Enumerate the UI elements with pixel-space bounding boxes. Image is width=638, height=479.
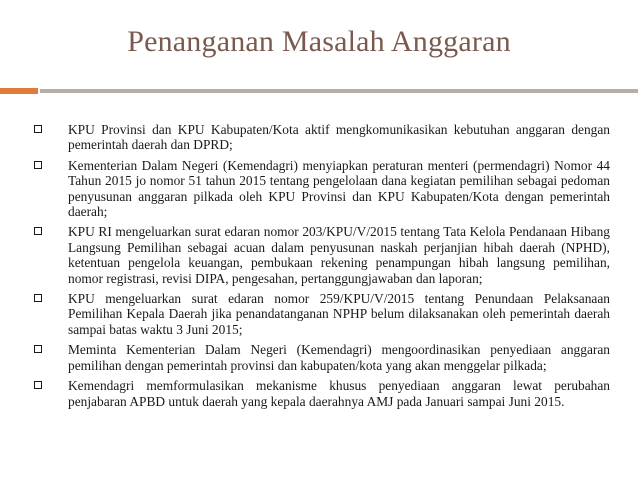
list-item-text: Kementerian Dalam Negeri (Kemendagri) menyiapkan peraturan menteri (permendagri) Nomor 44 Tahun 2015 jo nomor 51 tahun 2015 tentang pengelolaan dana kegiatan pemilihan sebagai pedoman penyusunan anggaran pilkada oleh KPU Provinsi dan KPU Kabupaten/Kota dengan pemerintah daerah;: [68, 157, 610, 220]
title-rule: [40, 89, 638, 93]
list-item: [32, 224, 610, 286]
square-bullet-icon: [34, 161, 42, 169]
slide-title: Penanganan Masalah Anggaran: [127, 25, 511, 58]
list-item: [32, 342, 610, 373]
square-bullet-icon: [34, 294, 42, 302]
list-item-text: KPU mengeluarkan surat edaran nomor 259/KPU/V/2015 tentang Penundaan Pelaksanaan Pemilihan Kepala Daerah jika penandatanganan NPHP belum dilaksanakan oleh pemerintah daerah sampai batas waktu 3 Juni 2015;: [68, 291, 610, 337]
list-item: [32, 291, 610, 337]
square-bullet-icon: [34, 381, 42, 389]
list-item-text: KPU Provinsi dan KPU Kabupaten/Kota aktif mengkomunikasikan kebutuhan anggaran dengan pemerintah daerah dan DPRD;: [68, 122, 610, 153]
bullet-list: [32, 122, 610, 414]
square-bullet-icon: [34, 345, 42, 353]
list-item: [32, 158, 610, 220]
list-item-text: Meminta Kementerian Dalam Negeri (Kemendagri) mengoordinasikan penyediaan anggaran pemilihan dengan pemerintah provinsi dan kabupaten/kota yang akan menggelar pilkada;: [68, 342, 610, 373]
list-item: [32, 122, 610, 153]
accent-bar: [0, 88, 38, 94]
list-item-text: KPU RI mengeluarkan surat edaran nomor 203/KPU/V/2015 tentang Tata Kelola Pendanaan Hibang Langsung Pemilihan sebagai acuan dalam penyusunan naskah perjanjian hibah daerah (NPHD), ketentuan pengelola keuangan, pembukaan rekening penampungan hibah langsung pemilihan, nomor registrasi, revisi DIPA, pengesahan, pertanggungjawaban dan laporan;: [68, 224, 610, 286]
list-item: [32, 378, 610, 409]
square-bullet-icon: [34, 125, 42, 133]
list-item-text: Kemendagri memformulasikan mekanisme khusus penyediaan anggaran lewat perubahan penjabaran APBD untuk daerah yang kepala daerahnya AMJ pada Januari sampai Juni 2015.: [68, 378, 610, 409]
square-bullet-icon: [34, 227, 42, 235]
